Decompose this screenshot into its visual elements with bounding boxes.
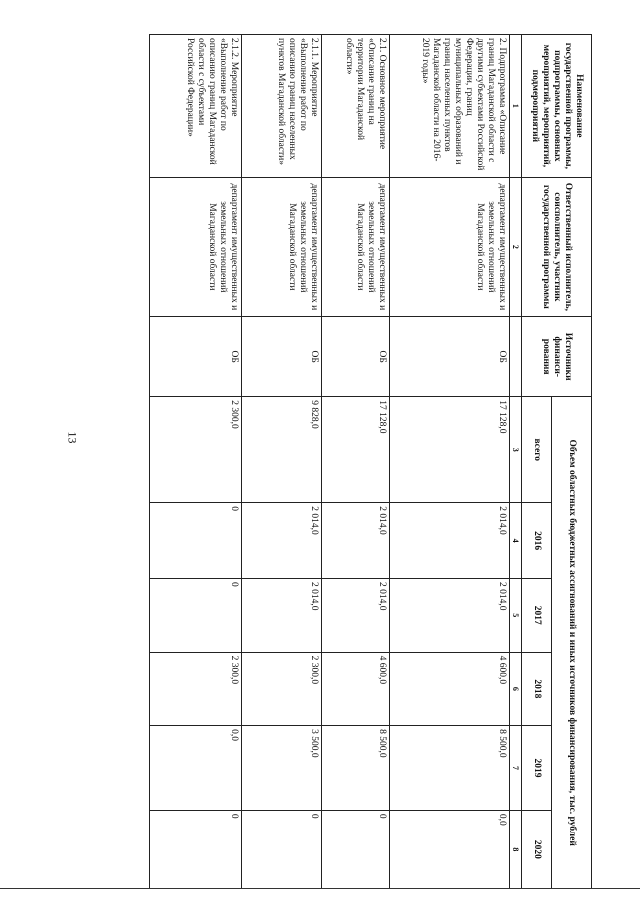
row-2016: 2 014,0 [241,503,321,579]
index-cell [509,317,521,397]
row-2020: 0 [241,810,321,888]
table-row [149,35,241,889]
table-row [321,35,389,889]
header-year-2018: 2018 [522,652,552,726]
row-2017: 2 014,0 [321,579,389,653]
row-2018: 4 600,0 [389,652,509,726]
header-year-2020: 2020 [522,810,552,888]
index-cell: 5 [509,579,521,653]
index-cell: 7 [509,726,521,811]
index-cell: 8 [509,810,521,888]
header-year-2019: 2019 [522,726,552,811]
row-2016: 2 014,0 [389,503,509,579]
index-cell: 4 [509,503,521,579]
bottom-rule [0,888,640,889]
header-program-name: Наименование государственной программы, подпрограммы, основных мероприятий, мероприятий, подмероприятий [522,35,592,178]
row-2017: 2 014,0 [389,579,509,653]
row-name: 2.1.2. Мероприятие «Выполнение работ по описанию границ Магаданской области с субъектами Российской Федерации» [149,35,241,178]
row-2019: 8 500,0 [321,726,389,811]
row-executor: департамент имущественных и земельных отношений Магаданской области [149,177,241,316]
row-executor: департамент имущественных и земельных отношений Магаданской области [241,177,321,316]
budget-table [149,34,592,889]
row-source: ОБ [241,317,321,397]
row-source: ОБ [149,317,241,397]
row-total: 9 828,0 [241,397,321,503]
header-funding-source: Источники финанси-рования [522,317,592,397]
row-2019: 0,0 [149,726,241,811]
index-cell: 1 [509,35,521,178]
row-2018: 2 300,0 [241,652,321,726]
row-2020: 0 [149,810,241,888]
index-cell: 2 [509,177,521,316]
row-total: 2 300,0 [149,397,241,503]
row-2019: 3 500,0 [241,726,321,811]
index-row [509,35,521,889]
header-year-2016: 2016 [522,503,552,579]
row-2016: 0 [149,503,241,579]
header-total: всего [522,397,552,503]
row-executor: департамент имущественных и земельных отношений Магаданской области [389,177,509,316]
header-year-2017: 2017 [522,579,552,653]
row-2017: 0 [149,579,241,653]
row-2020: 0,0 [389,810,509,888]
row-source: ОБ [389,317,509,397]
table-row [241,35,321,889]
header-executor: Ответственный исполнитель, соисполнитель, участник государственной программы [522,177,592,316]
row-2020: 0 [321,810,389,888]
table-row [389,35,509,889]
row-2016: 2 014,0 [321,503,389,579]
row-source: ОБ [321,317,389,397]
row-name: 2. Подпрограмма «Описание границ Магаданской области с другими субъектами Российской Федерации, границ муниципальных образований и границ населенных пунктов Магаданской области на 2016-2019 годы» [389,35,509,178]
index-cell: 3 [509,397,521,503]
row-name: 2.1. Основное мероприятие «Описание границ на территории Магаданской области» [321,35,389,178]
row-2017: 2 014,0 [241,579,321,653]
page-number: 13 [65,431,80,444]
index-cell: 6 [509,652,521,726]
row-2018: 2 300,0 [149,652,241,726]
row-2019: 8 500,0 [389,726,509,811]
row-executor: департамент имущественных и земельных отношений Магаданской области [321,177,389,316]
row-total: 17 128,0 [389,397,509,503]
row-2018: 4 600,0 [321,652,389,726]
header-funding-volume: Объем областных бюджетных ассигнований и иных источников финансирования, тыс. рублей [552,397,592,889]
row-name: 2.1.1. Мероприятие «Выполнение работ по описанию границ населенных пунктов Магаданской области» [241,35,321,178]
row-total: 17 128,0 [321,397,389,503]
